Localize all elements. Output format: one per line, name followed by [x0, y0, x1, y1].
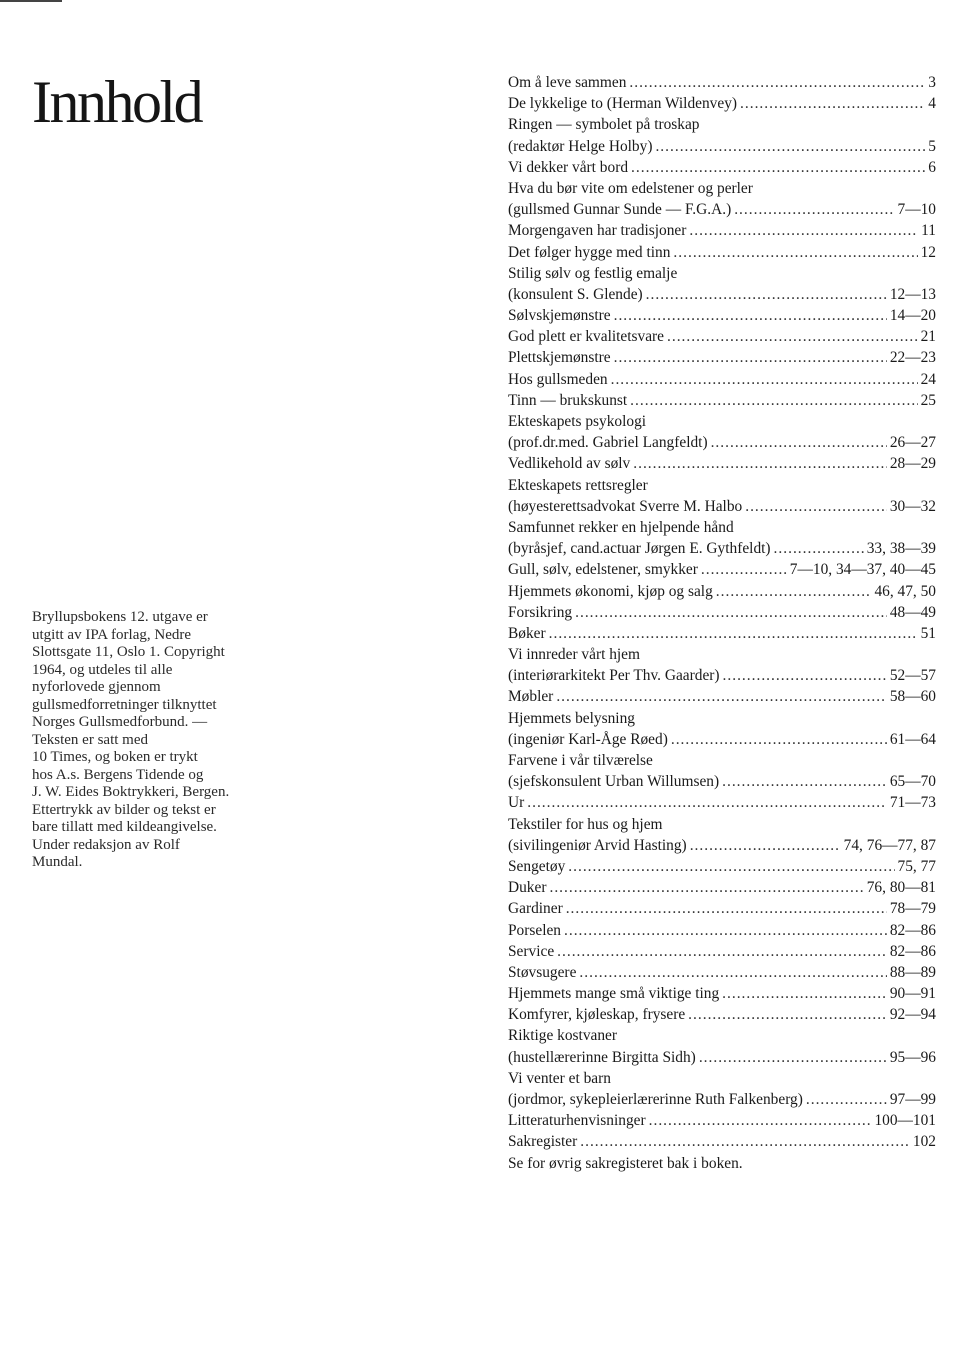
toc-entry	[508, 644, 936, 665]
toc-entry	[508, 496, 936, 517]
top-rule	[0, 0, 62, 2]
colophon-line: Norges Gullsmedforbund. —	[32, 714, 208, 730]
toc-entry-title: Hjemmets mange små viktige ting	[508, 985, 720, 1003]
dot-leader	[689, 220, 918, 241]
toc-entry-title: Støvsugere	[508, 963, 577, 981]
toc-entry-title: (høyesterettsadvokat Sverre M. Halbo	[508, 497, 743, 515]
toc-entry	[508, 347, 936, 368]
toc-entry-title: Litteraturhenvisninger	[508, 1112, 646, 1130]
toc-entry-page: 48—49	[889, 603, 936, 621]
toc-entry-title: Ekteskapets rettsregler	[508, 476, 648, 494]
toc-entry-title: Vi innreder vårt hjem	[508, 646, 640, 664]
toc-entry	[508, 708, 936, 729]
toc-entry	[508, 369, 936, 390]
toc-entry-title: (hustellærerinne Birgitta Sidh)	[508, 1048, 696, 1066]
dot-leader	[549, 877, 863, 898]
colophon-line: bare tillatt med kildeangivelse.	[32, 819, 217, 835]
toc-entry-title: (jordmor, sykepleierlærerinne Ruth Falkenberg)	[508, 1091, 803, 1108]
toc-entry	[508, 581, 936, 602]
toc-entry-title: (byråsjef, cand.actuar Jørgen E. Gythfeldt)	[508, 540, 771, 558]
toc-entry-page: 92—94	[889, 1006, 936, 1024]
toc-entry	[508, 390, 936, 411]
toc-entry-page: 33, 38—39	[866, 540, 936, 558]
dot-leader	[673, 242, 917, 263]
dot-leader	[646, 284, 887, 305]
toc-entry-page: 22—23	[889, 349, 936, 367]
toc-entry-title: (konsulent S. Glende)	[508, 285, 643, 303]
toc-entry-page: 78—79	[889, 900, 936, 918]
toc-entry-title: (sivilingeniør Arvid Hasting)	[508, 836, 687, 854]
toc-entry	[508, 453, 936, 474]
toc-entry-title: (redaktør Helge Holby)	[508, 137, 653, 155]
toc-entry-page: 71—73	[889, 794, 936, 812]
toc-entry-page: 88—89	[889, 963, 936, 981]
colophon-line: J. W. Eides Boktrykkeri, Bergen.	[32, 784, 230, 800]
toc-entry-title: Se for øvrig sakregisteret bak i boken.	[508, 1154, 743, 1172]
dot-leader	[557, 941, 887, 962]
toc-entry	[508, 665, 936, 686]
toc-entry-title: Om å leve sammen	[508, 74, 627, 91]
toc-entry-page: 11	[921, 222, 936, 240]
toc-entry-title: Vi venter et barn	[508, 1069, 611, 1087]
toc-entry	[508, 284, 936, 305]
toc-entry-page: 61—64	[889, 730, 936, 748]
toc-entry	[508, 920, 936, 941]
toc-entry-title: Sølvskjemønstre	[508, 307, 611, 325]
toc-entry-title: Møbler	[508, 688, 554, 706]
page-title: Innhold	[32, 69, 202, 135]
toc-entry-title: Tinn — brukskunst	[508, 391, 628, 409]
toc-entry	[508, 1004, 936, 1025]
dot-leader	[688, 1004, 887, 1025]
toc-entry-page: 74, 76—77, 87	[843, 836, 936, 854]
toc-entry	[508, 411, 936, 432]
toc-entry-page: 26—27	[889, 434, 936, 452]
toc-entry-page: 65—70	[889, 773, 936, 791]
toc-entry-title: Vedlikehold av sølv	[508, 455, 631, 473]
toc-entry-page: 30—32	[889, 497, 936, 515]
dot-leader	[711, 432, 887, 453]
colophon-line: Bryllupsbokens 12. utgave er	[32, 609, 208, 625]
toc-entry-page: 100—101	[874, 1112, 936, 1130]
dot-leader	[549, 623, 918, 644]
toc-entry	[508, 475, 936, 496]
toc-entry	[508, 326, 936, 347]
toc-entry	[508, 1153, 936, 1174]
toc-entry-title: Plettskjemønstre	[508, 349, 611, 367]
toc-entry	[508, 199, 936, 220]
toc-entry	[508, 1025, 936, 1046]
colophon-line: Mundal.	[32, 854, 83, 870]
colophon-line: 10 Times, og boken er trykt	[32, 749, 198, 765]
toc-entry	[508, 814, 936, 835]
toc-entry	[508, 114, 936, 135]
dot-leader	[575, 602, 887, 623]
dot-leader	[701, 559, 787, 580]
toc-entry	[508, 750, 936, 771]
toc-entry-title: Ringen — symbolet på troskap	[508, 116, 700, 134]
toc-entry-title: Duker	[508, 879, 547, 897]
colophon-line: Under redaksjon av Rolf	[32, 836, 180, 853]
dot-leader	[806, 1089, 887, 1110]
toc-entry	[508, 263, 936, 284]
toc-entry-title: Det følger hygge med tinn	[508, 243, 671, 261]
toc-entry-title: Farvene i vår tilværelse	[508, 752, 653, 769]
colophon-line: Slottsgate 11, Oslo 1. Copyright	[32, 644, 225, 660]
toc-entry-title: (prof.dr.med. Gabriel Langfeldt)	[508, 434, 708, 452]
toc-entry	[508, 602, 936, 623]
dot-leader	[774, 538, 864, 559]
toc-entry-title: Tekstiler for hus og hjem	[508, 815, 663, 833]
dot-leader	[629, 72, 925, 93]
dot-leader	[649, 1110, 872, 1131]
toc-entry-title: Riktige kostvaner	[508, 1027, 617, 1045]
toc-entry	[508, 1131, 936, 1152]
toc-entry-page: 12—13	[889, 285, 936, 303]
toc-entry-page: 46, 47, 50	[874, 582, 936, 600]
dot-leader	[556, 686, 887, 707]
dot-leader	[564, 920, 887, 941]
toc-entry	[508, 623, 936, 644]
toc-entry-title: Sakregister	[508, 1133, 578, 1151]
toc-entry-page: 24	[920, 370, 936, 388]
toc-entry-page: 4	[928, 95, 936, 113]
toc-entry-title: De lykkelige to (Herman Wildenvey)	[508, 95, 738, 113]
dot-leader	[630, 390, 917, 411]
toc-entry	[508, 93, 936, 114]
dot-leader	[611, 369, 918, 390]
colophon-line: 1964, og utdeles til alle	[32, 661, 173, 678]
toc-entry-title: Stilig sølv og festlig emalje	[508, 264, 678, 282]
toc-entry	[508, 157, 936, 178]
toc-entry	[508, 856, 936, 877]
toc-entry-title: Hjemmets økonomi, kjøp og salg	[508, 582, 713, 600]
toc-entry	[508, 305, 936, 326]
toc-entry	[508, 877, 936, 898]
colophon-line: Ettertrykk av bilder og tekst er	[32, 801, 216, 818]
dot-leader	[716, 581, 872, 602]
dot-leader	[631, 157, 925, 178]
toc-entry	[508, 941, 936, 962]
toc-entry-title: Ur	[508, 794, 525, 812]
dot-leader	[527, 792, 887, 813]
toc-entry-page: 82—86	[889, 942, 936, 960]
toc-entry	[508, 983, 936, 1004]
toc-entry-page: 95—96	[889, 1048, 936, 1066]
toc-entry	[508, 686, 936, 707]
toc-entry	[508, 729, 936, 750]
toc-entry-page: 75, 77	[897, 857, 936, 875]
dot-leader	[633, 453, 887, 474]
toc-entry-page: 76, 80—81	[866, 879, 936, 897]
toc-entry-page: 5	[928, 137, 936, 155]
toc-entry-title: (interiørarkitekt Per Thv. Gaarder)	[508, 667, 720, 685]
toc-entry-page: 6	[928, 158, 936, 176]
toc-entry-page: 97—99	[889, 1091, 936, 1108]
toc-entry-title: Gardiner	[508, 900, 563, 918]
dot-leader	[745, 496, 887, 517]
toc-entry-title: Samfunnet rekker en hjelpende hånd	[508, 518, 734, 536]
colophon-line: hos A.s. Bergens Tidende og	[32, 766, 204, 783]
dot-leader	[690, 835, 841, 856]
toc-entry-page: 90—91	[889, 985, 936, 1003]
toc-entry-title: Hjemmets belysning	[508, 709, 635, 727]
dot-leader	[699, 1047, 887, 1068]
toc-entry-title: Ekteskapets psykologi	[508, 413, 647, 430]
toc-entry-title: Sengetøy	[508, 857, 566, 875]
toc-entry-page: 52—57	[889, 667, 936, 685]
toc-entry-title: God plett er kvalitetsvare	[508, 328, 664, 346]
toc-entry-page: 28—29	[889, 455, 936, 473]
toc-entry-page: 7—10	[897, 201, 936, 219]
toc-entry-page: 7—10, 34—37, 40—45	[789, 561, 936, 579]
toc-entry-title: Komfyrer, kjøleskap, frysere	[508, 1006, 686, 1024]
dot-leader	[722, 771, 887, 792]
dot-leader	[723, 665, 887, 686]
toc-entry-title: Gull, sølv, edelstener, smykker	[508, 561, 698, 579]
table-of-contents	[508, 72, 936, 1174]
toc-entry-page: 25	[920, 391, 936, 409]
toc-entry	[508, 835, 936, 856]
dot-leader	[579, 962, 886, 983]
toc-entry	[508, 72, 936, 93]
toc-entry-page: 12	[920, 243, 936, 261]
toc-entry-title: (ingeniør Karl-Åge Røed)	[508, 730, 668, 748]
dot-leader	[671, 729, 887, 750]
toc-entry	[508, 136, 936, 157]
colophon-line: gullsmedforretninger tilknyttet	[32, 696, 217, 713]
toc-entry-title: Service	[508, 942, 555, 960]
toc-entry-title: Hos gullsmeden	[508, 370, 608, 388]
dot-leader	[614, 347, 887, 368]
colophon-line: utgitt av IPA forlag, Nedre	[32, 626, 192, 643]
colophon-line: nyforlovede gjennom	[32, 679, 161, 695]
toc-entry	[508, 1047, 936, 1068]
toc-entry	[508, 962, 936, 983]
toc-entry-page: 51	[920, 624, 936, 642]
toc-entry-title: (gullsmed Gunnar Sunde — F.G.A.)	[508, 201, 732, 219]
toc-entry	[508, 538, 936, 559]
toc-entry-title: Vi dekker vårt bord	[508, 158, 629, 176]
toc-entry-title: (sjefskonsulent Urban Willumsen)	[508, 773, 720, 791]
toc-entry	[508, 178, 936, 199]
dot-leader	[614, 305, 887, 326]
toc-entry	[508, 432, 936, 453]
colophon	[32, 609, 272, 872]
dot-leader	[655, 136, 925, 157]
toc-entry	[508, 242, 936, 263]
dot-leader	[722, 983, 887, 1004]
toc-entry	[508, 220, 936, 241]
dot-leader	[734, 199, 894, 220]
toc-entry	[508, 792, 936, 813]
toc-entry	[508, 771, 936, 792]
toc-entry-page: 14—20	[889, 307, 936, 325]
toc-entry	[508, 898, 936, 919]
toc-entry-page: 82—86	[889, 921, 936, 939]
toc-entry-title: Forsikring	[508, 603, 573, 621]
toc-entry	[508, 517, 936, 538]
toc-entry-page: 21	[920, 328, 936, 346]
toc-entry-title: Morgengaven har tradisjoner	[508, 222, 687, 240]
toc-entry-page: 3	[928, 74, 936, 91]
toc-entry-title: Porselen	[508, 921, 562, 939]
dot-leader	[740, 93, 925, 114]
dot-leader	[580, 1131, 910, 1152]
toc-entry	[508, 1110, 936, 1131]
toc-entry	[508, 1089, 936, 1110]
dot-leader	[566, 898, 887, 919]
toc-entry-title: Hva du bør vite om edelstener og perler	[508, 179, 753, 197]
toc-entry-title: Bøker	[508, 624, 546, 642]
colophon-line: Teksten er satt med	[32, 731, 148, 748]
dot-leader	[568, 856, 894, 877]
toc-entry-page: 58—60	[889, 688, 936, 706]
toc-entry-page: 102	[912, 1133, 936, 1151]
toc-entry	[508, 559, 936, 580]
toc-entry	[508, 1068, 936, 1089]
dot-leader	[667, 326, 918, 347]
